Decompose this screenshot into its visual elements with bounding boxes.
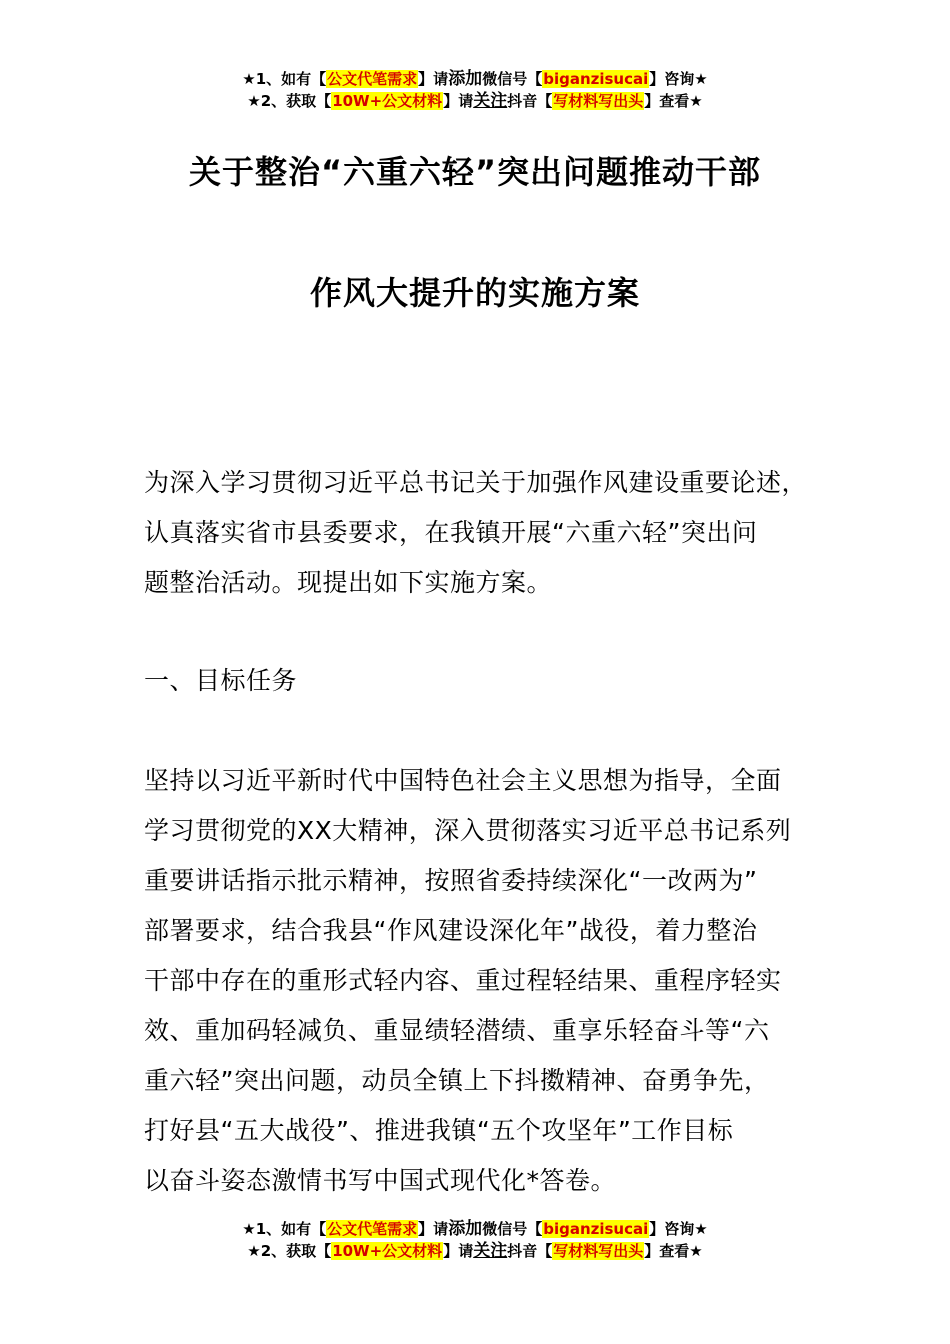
paragraph-line: 学习贯彻党的XX大精神，深入贯彻落实习近平总书记系列 bbox=[144, 816, 792, 845]
paragraph-line: 干部中存在的重形式轻内容、重过程轻结果、重程序轻实 bbox=[144, 966, 782, 995]
promo-highlight-materials: 10W+公文材料 bbox=[332, 1242, 443, 1260]
promo-line-2: ★2、获取【10W+公文材料】请关注抖音【写材料写出头】查看★ bbox=[247, 91, 703, 111]
intro-paragraph bbox=[144, 458, 834, 608]
promo-header bbox=[0, 68, 950, 112]
paragraph-line: 题整治活动。现提出如下实施方案。 bbox=[144, 568, 553, 597]
section-heading-text: 一、目标任务 bbox=[144, 666, 298, 695]
promo-highlight-wechat-id: biganzisucai bbox=[543, 1220, 649, 1238]
paragraph-line: 重要讲话指示批示精神，按照省委持续深化“一改两为” bbox=[144, 866, 758, 895]
section-heading bbox=[144, 656, 834, 706]
promo-highlight-ghostwriting: 公文代笔需求 bbox=[327, 1220, 418, 1238]
promo-highlight-douyin: 写材料写出头 bbox=[553, 1242, 644, 1260]
promo-highlight-materials: 10W+公文材料 bbox=[332, 92, 443, 110]
section-body-paragraph bbox=[144, 756, 834, 1206]
paragraph-line: 部署要求，结合我县“作风建设深化年”战役，着力整治 bbox=[144, 916, 758, 945]
paragraph-line: 以奋斗姿态激情书写中国式现代化*答卷。 bbox=[144, 1166, 617, 1195]
promo-line-2: ★2、获取【10W+公文材料】请关注抖音【写材料写出头】查看★ bbox=[247, 1241, 703, 1261]
promo-footer bbox=[0, 1218, 950, 1262]
document-title-line-1: 关于整治“六重六轻”突出问题推动干部 bbox=[188, 153, 762, 191]
document-title-line-2: 作风大提升的实施方案 bbox=[309, 274, 640, 312]
paragraph-line: 效、重加码轻减负、重显绩轻潜绩、重享乐轻奋斗等“六 bbox=[144, 1016, 770, 1045]
promo-line-1: ★1、如有【公文代笔需求】请添加微信号【biganzisucai】咨询★ bbox=[242, 69, 708, 89]
promo-highlight-wechat-id: biganzisucai bbox=[543, 70, 649, 88]
paragraph-line: 坚持以习近平新时代中国特色社会主义思想为指导，全面 bbox=[144, 766, 782, 795]
promo-highlight-ghostwriting: 公文代笔需求 bbox=[327, 70, 418, 88]
promo-highlight-douyin: 写材料写出头 bbox=[553, 92, 644, 110]
paragraph-line: 打好县“五大战役”、推进我镇“五个攻坚年”工作目标 bbox=[144, 1116, 734, 1145]
paragraph-line: 认真落实省市县委要求，在我镇开展“六重六轻”突出问 bbox=[144, 518, 758, 547]
paragraph-line: 重六轻”突出问题，动员全镇上下抖擞精神、奋勇争先， bbox=[144, 1066, 770, 1095]
promo-line-1: ★1、如有【公文代笔需求】请添加微信号【biganzisucai】咨询★ bbox=[242, 1219, 708, 1239]
paragraph-line: 为深入学习贯彻习近平总书记关于加强作风建设重要论述， bbox=[144, 468, 808, 497]
